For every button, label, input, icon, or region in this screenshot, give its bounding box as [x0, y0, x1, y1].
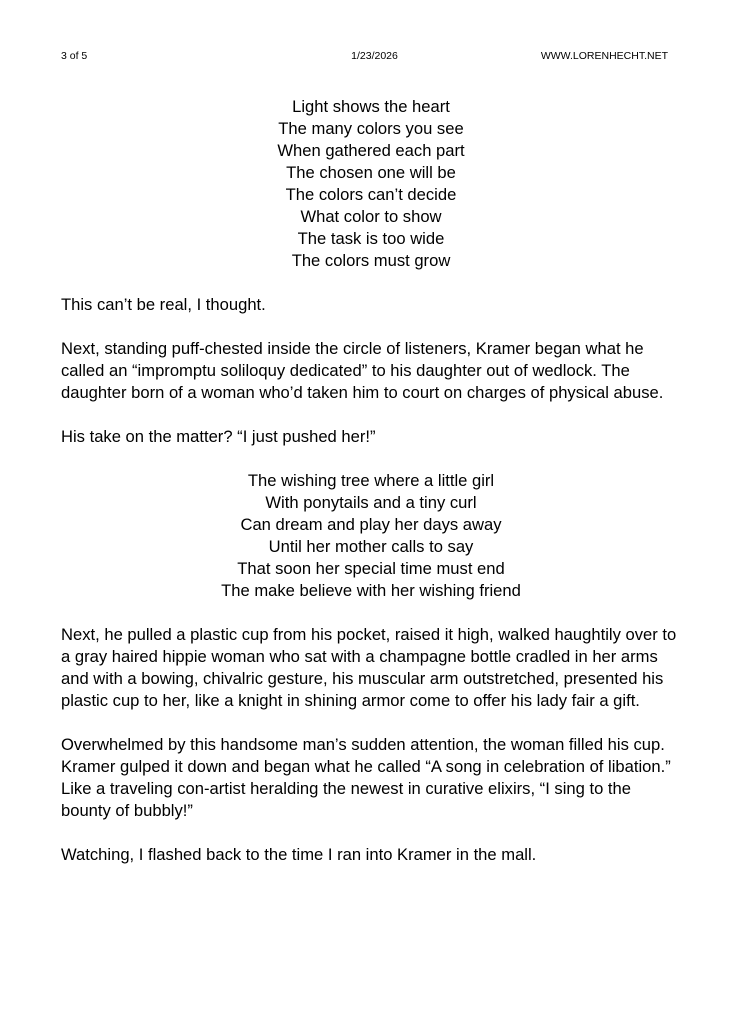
page-header — [0, 49, 749, 63]
paragraph: Next, standing puff-chested inside the circle of listeners, Kramer began what he called an “impromptu soliloquy dedicated” to his daughter out of wedlock. The daughter born of a woman who’d taken him to court on charges of physical abuse. — [61, 339, 664, 402]
poem-line: The task is too wide — [297, 229, 445, 248]
site-url: WWW.LORENHECHT.NET — [540, 50, 668, 62]
poem-line: The many colors you see — [278, 119, 464, 138]
paragraph: Overwhelmed by this handsome man’s sudden attention, the woman filled his cup. Kramer gulped it down and began what he called “A song in celebration of libation.” Like a traveling con-artist heralding the newest in curative elixirs, “I sing to the bounty of bubbly!” — [61, 735, 671, 820]
paragraph: Watching, I flashed back to the time I ran into Kramer in the mall. — [61, 845, 537, 864]
poem-line: Light shows the heart — [292, 97, 450, 116]
paragraph: Next, he pulled a plastic cup from his pocket, raised it high, walked haughtily over to a gray haired hippie woman who sat with a champagne bottle cradled in her arms and with a bowing, chivalric gesture, his muscular arm outstretched, presented his plastic cup to her, like a knight in shining armor come to offer his lady fair a gift. — [61, 625, 677, 710]
poem-line: When gathered each part — [277, 141, 465, 160]
print-date: 1/23/2026 — [351, 50, 398, 62]
poem-line: With ponytails and a tiny curl — [265, 493, 477, 512]
document-body — [61, 96, 681, 866]
poem-line: What color to show — [300, 207, 442, 226]
poem-line: The chosen one will be — [286, 163, 456, 182]
poem-line: Until her mother calls to say — [268, 537, 474, 556]
poem-line: That soon her special time must end — [237, 559, 505, 578]
poem-second — [61, 470, 681, 602]
poem-line: The colors can’t decide — [285, 185, 457, 204]
poem-line: The make believe with her wishing friend — [221, 581, 521, 600]
paragraph: His take on the matter? “I just pushed her!” — [61, 427, 376, 446]
page-indicator: 3 of 5 — [61, 50, 88, 62]
paragraph: This can’t be real, I thought. — [61, 295, 266, 314]
poem-line: The colors must grow — [291, 251, 451, 270]
poem-line: The wishing tree where a little girl — [247, 471, 495, 490]
poem-first — [61, 96, 681, 272]
poem-line: Can dream and play her days away — [240, 515, 502, 534]
